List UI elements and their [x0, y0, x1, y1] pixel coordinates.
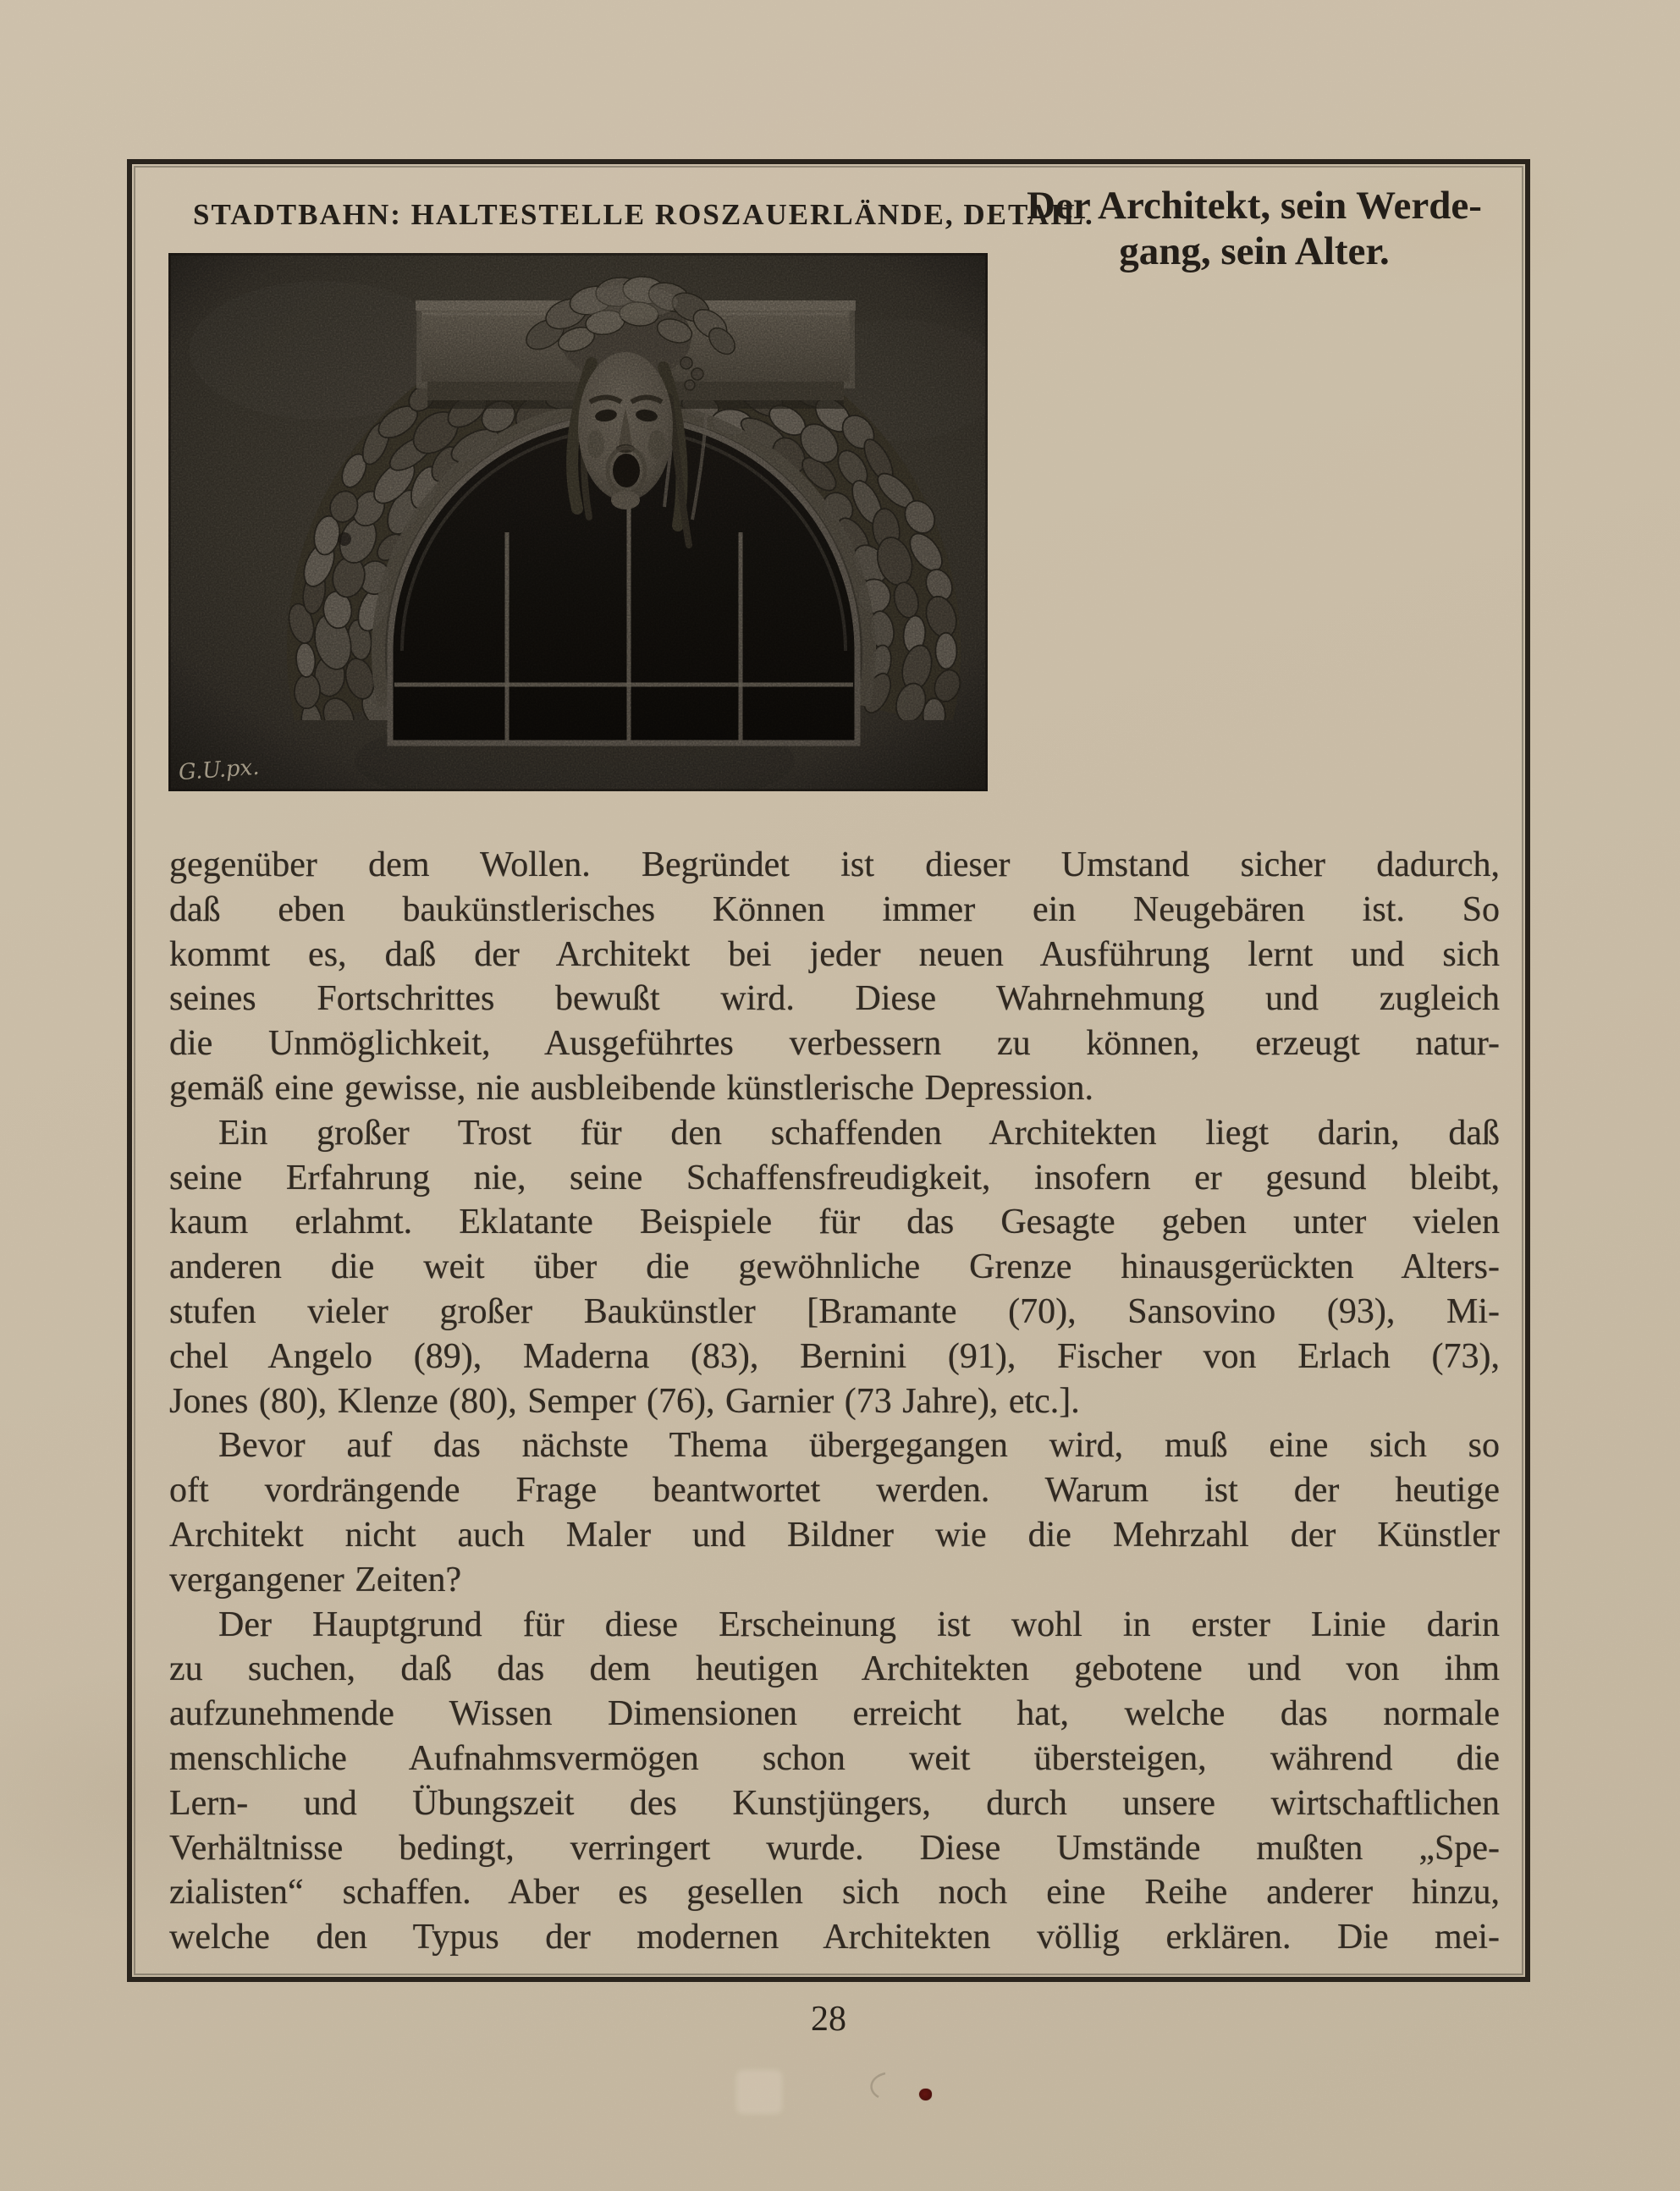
photo-signature: G.U.px. — [178, 754, 261, 786]
photo-stadtbahn-detail — [168, 253, 988, 791]
page-border-frame — [127, 159, 1530, 1982]
paper-lighter-patch — [736, 2070, 782, 2114]
text-line: zialisten“ schaffen. Aber es gesellen sich noch eine Reihe anderer hinzu, — [169, 1873, 1500, 1913]
text-line: kaum erlahmt. Eklatante Beispiele für das Gesagte geben unter vielen — [169, 1203, 1500, 1242]
text-line: oft vordrängende Frage beantwortet werden. Warum ist der heutige — [169, 1471, 1500, 1511]
text-line: daß eben baukünstlerisches Können immer ein Neugebären ist. So — [169, 889, 1500, 929]
text-line: gegenüber dem Wollen. Begründet ist dieser Umstand sicher dadurch, — [169, 845, 1500, 884]
text-line: die Unmöglichkeit, Ausgeführtes verbessern zu können, erzeugt natur- — [169, 1024, 1500, 1064]
section-heading-line1: Der Architekt, sein Werde- — [1027, 184, 1482, 228]
text-line: welche den Typus der modernen Architekten völlig erklären. Die mei- — [169, 1918, 1500, 1957]
text-line: zu suchen, daß das dem heutigen Architekten gebotene und von ihm — [169, 1649, 1500, 1689]
text-line: Verhältnisse bedingt, verringert wurde. Diese Umstände mußten „Spe- — [169, 1828, 1500, 1868]
text-line: Der Hauptgrund für diese Erscheinung ist wohl in erster Linie darin — [218, 1605, 1500, 1644]
text-line: Ein großer Trost für den schaffenden Architekten liegt darin, daß — [218, 1113, 1500, 1153]
photo-caption: STADTBAHN: HALTESTELLE ROSZAUERLÄNDE, DETAIL. — [193, 198, 1094, 231]
text-line: seines Fortschrittes bewußt wird. Diese Wahrnehmung und zugleich — [169, 979, 1500, 1019]
photo-illustration — [168, 253, 988, 791]
text-line: aufzunehmende Wissen Dimensionen erreicht hat, welche das normale — [169, 1694, 1500, 1734]
text-line: chel Angelo (89), Maderna (83), Bernini (91), Fischer von Erlach (73), — [169, 1336, 1500, 1376]
red-ink-dot — [919, 2089, 932, 2100]
text-line: stufen vieler großer Baukünstler [Bramante (70), Sansovino (93), Mi- — [169, 1291, 1500, 1331]
text-line: Jones (80), Klenze (80), Semper (76), Garnier (73 Jahre), etc.]. — [169, 1381, 1080, 1421]
text-line: anderen die weit über die gewöhnliche Grenze hinausgerückten Alters- — [169, 1247, 1500, 1287]
text-line: menschliche Aufnahmsvermögen schon weit übersteigen, während die — [169, 1738, 1500, 1778]
section-heading-line2: gang, sein Alter. — [1119, 229, 1390, 273]
page-number: 28 — [811, 2000, 846, 2039]
section-heading — [995, 183, 1513, 274]
text-line: Bevor auf das nächste Thema übergegangen wird, muß eine sich so — [218, 1426, 1500, 1466]
text-line: gemäß eine gewisse, nie ausbleibende künstlerische Depression. — [169, 1068, 1094, 1108]
body-text — [169, 843, 1500, 1960]
text-line: kommt es, daß der Architekt bei jeder neuen Ausführung lernt und sich — [169, 934, 1500, 974]
text-line: Lern- und Übungszeit des Kunstjüngers, durch unsere wirtschaftlichen — [169, 1783, 1500, 1823]
text-line: Architekt nicht auch Maler und Bildner wie die Mehrzahl der Künstler — [169, 1515, 1500, 1555]
pencil-squiggle — [860, 2070, 894, 2111]
text-line: seine Erfahrung nie, seine Schaffensfreudigkeit, insofern er gesund bleibt, — [169, 1158, 1500, 1197]
text-line: vergangener Zeiten? — [169, 1560, 462, 1599]
